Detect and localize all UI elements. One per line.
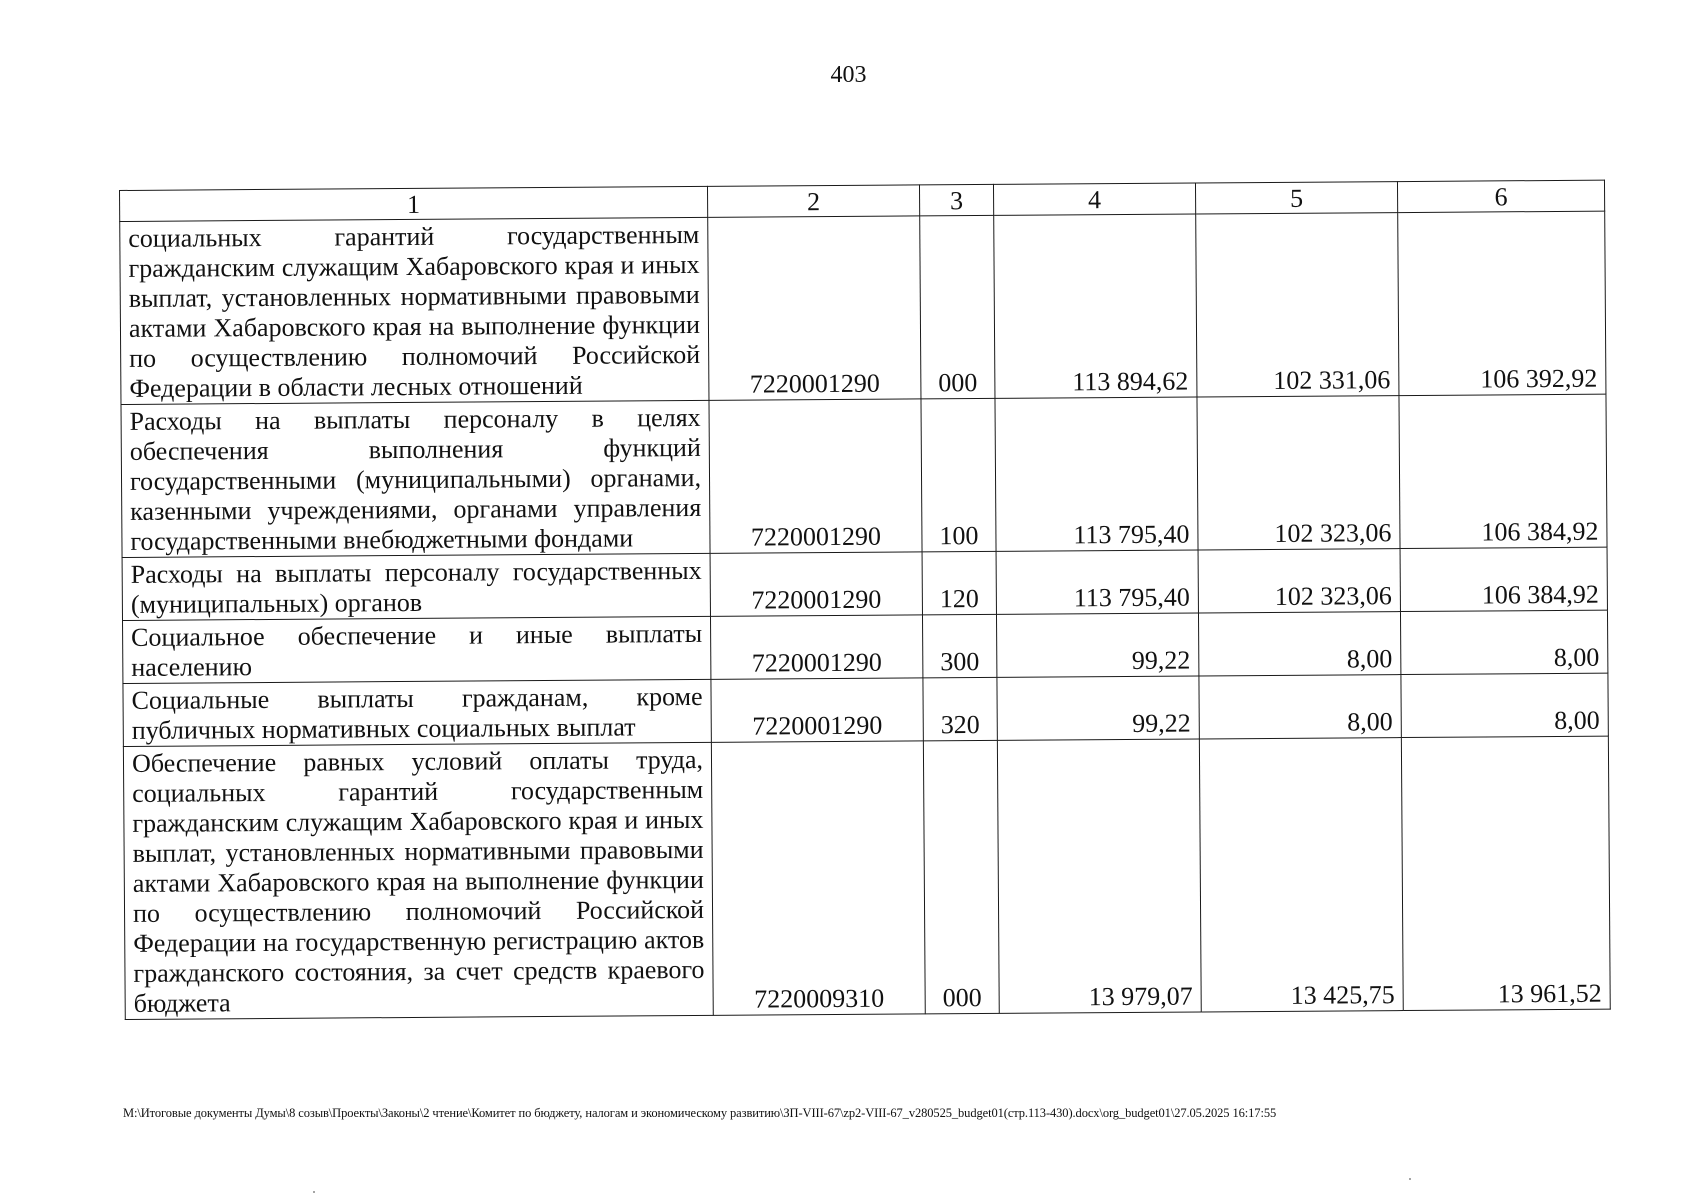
row-value-col6: 106 384,92 [1399,394,1607,548]
row-value-col4: 99,22 [996,613,1198,677]
row-value-col6: 8,00 [1401,673,1608,737]
row-expense-type: 100 [921,398,996,552]
row-value-col5: 102 323,06 [1197,396,1400,550]
row-target-code: 7220001290 [711,678,923,742]
row-value-col5: 13 425,75 [1199,738,1403,1012]
row-value-col4: 113 795,40 [995,397,1198,551]
row-name: Расходы на выплаты персоналу в целях обеспечения выполнения функций государственными (муниципальными) органами, казенными учреждениями, органами управления государственными внебюджетными фондами [121,400,710,557]
row-name: Обеспечение равных условий оплаты труда, социальных гарантий государственным гражданским служащим Хабаровского края и иных выплат, установленных нормативными правовыми актами Хабаровского края на выполнение функции по осуществлению полномочий Российской Федерации на государственную регистрацию актов гражданского состояния, за счет средств краевого бюджета [123,742,713,1019]
row-expense-type: 000 [923,740,999,1014]
row-expense-type: 120 [922,551,996,615]
row-name: Социальное обеспечение и иные выплаты населению [123,616,711,683]
footer-file-path: M:\Итоговые документы Думы\8 созыв\Проекты\Законы\2 чтение\Комитет по бюджету, налогам и экономическому развитию\ЗП-VIII-67\zp2-VIII-67_v280525_budget01(стр.113-430).docx\org_budget01\27.05.2025 16:17:55 [123,1106,1277,1120]
row-value-col6: 106 384,92 [1400,547,1607,611]
column-header-5: 5 [1195,182,1397,214]
row-target-code: 7220001290 [708,216,921,400]
row-expense-type: 320 [923,677,997,741]
column-header-6: 6 [1397,180,1604,212]
row-value-col4: 113 795,40 [996,550,1198,614]
column-header-2: 2 [707,185,919,217]
row-value-col5: 8,00 [1198,612,1400,676]
row-name: социальных гарантий государственным гражданским служащим Хабаровского края и иных выплат, установленных нормативными правовыми актами Хабаровского края на выполнение функции по осуществлению полномочий Российской Федерации в области лесных отношений [120,217,709,404]
row-target-code: 7220001290 [710,615,922,679]
scan-speck [1409,1178,1411,1180]
row-value-col4: 99,22 [997,676,1199,740]
budget-table [119,180,1611,1020]
row-expense-type: 000 [920,215,995,399]
scan-speck [313,1191,315,1193]
table-row [121,394,1607,557]
table-row [123,736,1610,1019]
table-row [123,610,1608,683]
column-header-1: 1 [120,186,708,221]
page-number: 403 [830,62,867,88]
row-value-col5: 102 323,06 [1198,549,1400,613]
row-value-col6: 13 961,52 [1401,736,1610,1010]
row-value-col6: 106 392,92 [1398,211,1606,395]
row-target-code: 7220001290 [710,552,922,616]
table-row [123,673,1608,746]
row-value-col5: 8,00 [1199,675,1401,739]
row-value-col4: 113 894,62 [994,214,1197,398]
row-name: Расходы на выплаты персоналу государственных (муниципальных) органов [122,553,710,620]
row-expense-type: 300 [922,614,996,678]
table-row [122,547,1607,620]
column-header-4: 4 [993,183,1195,215]
row-value-col5: 102 331,06 [1196,213,1399,397]
table-row [120,211,1606,404]
row-target-code: 7220009310 [711,741,925,1015]
row-name: Социальные выплаты гражданам, кроме публичных нормативных социальных выплат [123,679,711,746]
column-header-3: 3 [919,184,993,216]
row-value-col4: 13 979,07 [997,739,1201,1013]
row-target-code: 7220001290 [709,399,922,553]
row-value-col6: 8,00 [1400,610,1607,674]
